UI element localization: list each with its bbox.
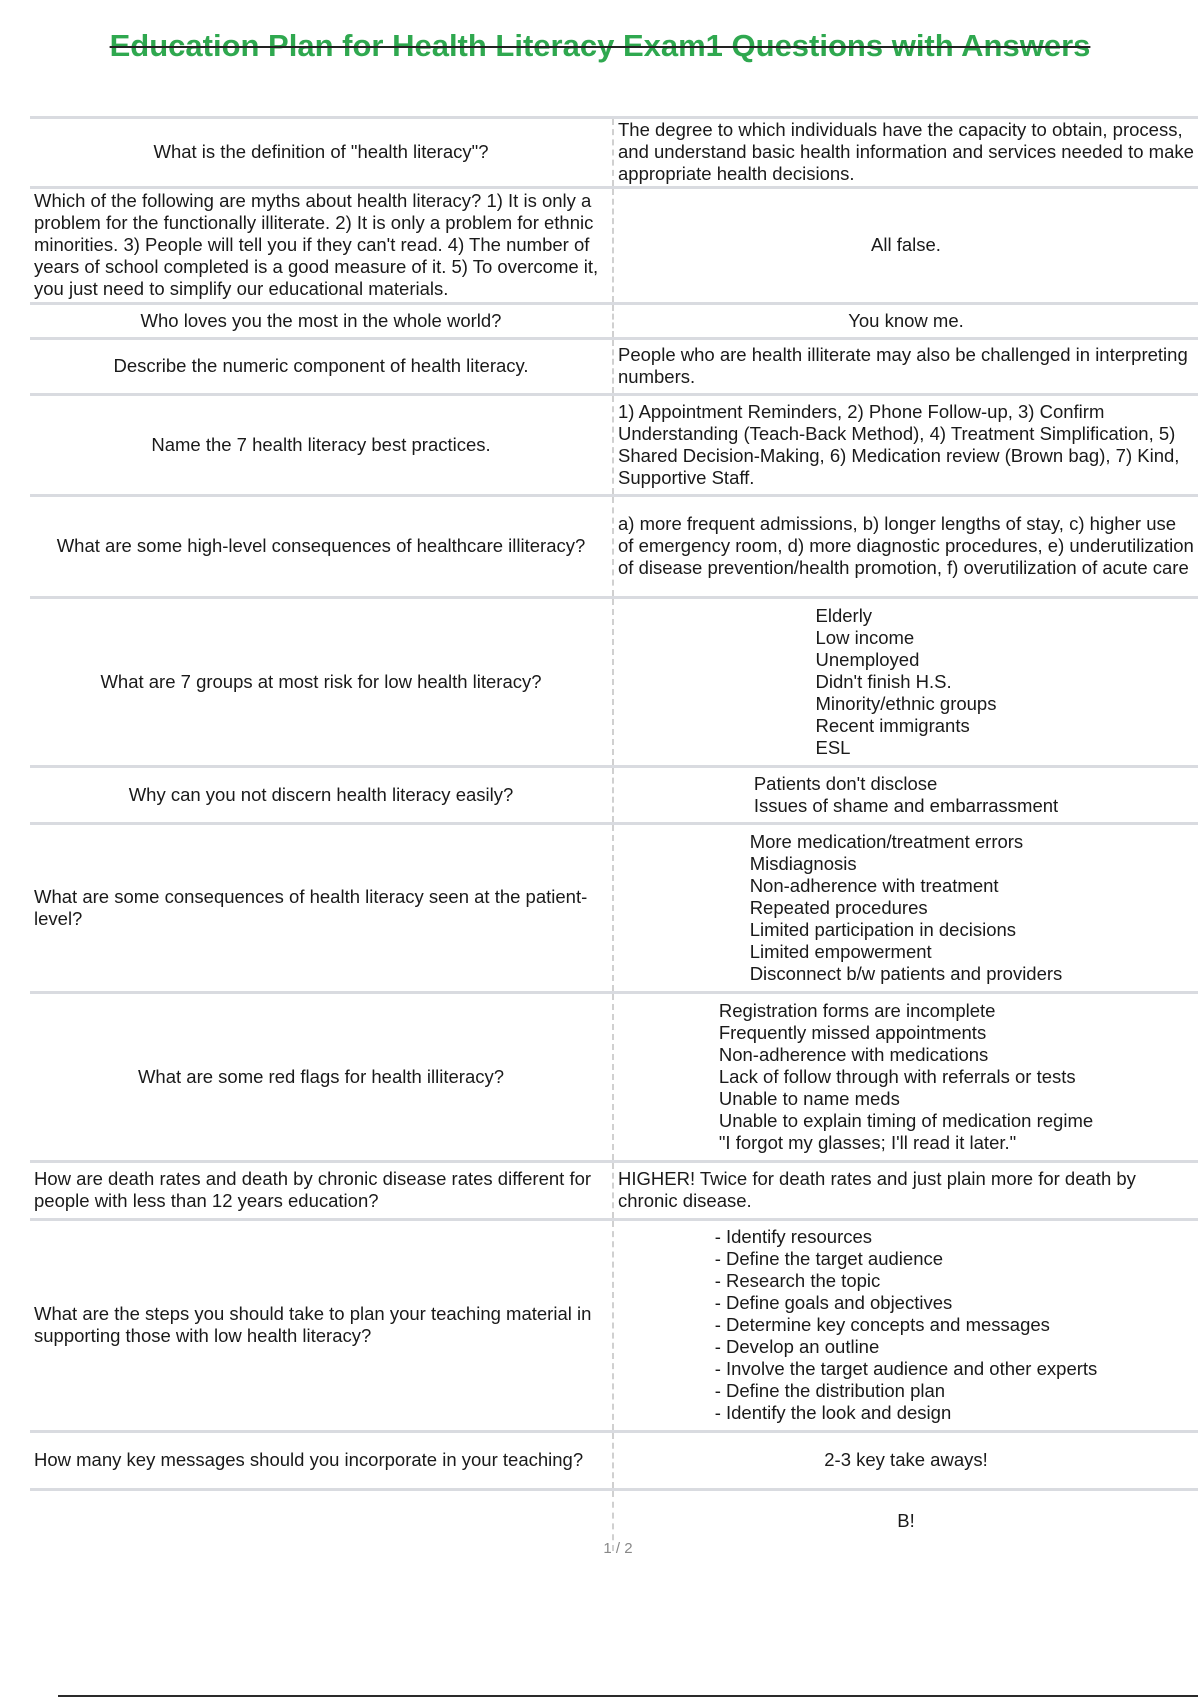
flashcard-table bbox=[30, 116, 1198, 1551]
card-row bbox=[30, 991, 1198, 1160]
card-question: What are some high-level consequences of healthcare illiteracy? bbox=[30, 497, 614, 596]
footer-divider bbox=[58, 1695, 1198, 1697]
answer-line: - Develop an outline bbox=[714, 1336, 880, 1357]
card-row bbox=[30, 765, 1198, 822]
answer-line: Unemployed bbox=[815, 648, 920, 670]
answer-line: "I forgot my glasses; I'll read it later." bbox=[718, 1131, 1017, 1153]
answer-list bbox=[754, 773, 1058, 817]
answer-line: Misdiagnosis bbox=[749, 852, 857, 874]
answer-line: Limited empowerment bbox=[749, 940, 932, 962]
answer-line: Lack of follow through with referrals or tests bbox=[718, 1065, 1076, 1087]
answer-line: Unable to name meds bbox=[718, 1087, 900, 1109]
card-question: Why can you not discern health literacy easily? bbox=[30, 768, 614, 822]
answer-line: - Identify the look and design bbox=[714, 1402, 952, 1423]
answer-line: - Involve the target audience and other experts bbox=[714, 1358, 1098, 1379]
card-question: What is the definition of "health literacy"? bbox=[30, 119, 614, 186]
document-title-wrap bbox=[0, 28, 1200, 64]
answer-line: Disconnect b/w patients and providers bbox=[749, 962, 1063, 984]
card-question: Name the 7 health literacy best practices. bbox=[30, 396, 614, 494]
page-indicator: 1 / 2 bbox=[603, 1540, 633, 1557]
answer-list bbox=[715, 1226, 1098, 1424]
card-row bbox=[30, 186, 1198, 302]
card-answer bbox=[614, 994, 1198, 1160]
card-question: How many key messages should you incorporate in your teaching? bbox=[30, 1433, 614, 1488]
card-answer: All false. bbox=[871, 234, 941, 255]
answer-line: Patients don't disclose bbox=[753, 772, 938, 794]
answer-line: - Define the target audience bbox=[714, 1248, 944, 1269]
card-answer bbox=[614, 599, 1198, 765]
card-answer bbox=[614, 825, 1198, 991]
answer-line: More medication/treatment errors bbox=[749, 830, 1024, 852]
card-question: How are death rates and death by chronic disease rates different for people with less than 12 years education? bbox=[30, 1163, 614, 1218]
card-row bbox=[30, 302, 1198, 337]
answer-line: Non-adherence with treatment bbox=[749, 874, 999, 896]
card-question: Who loves you the most in the whole world? bbox=[30, 305, 614, 337]
answer-list bbox=[750, 831, 1063, 985]
answer-line: - Identify resources bbox=[714, 1226, 873, 1247]
answer-line: - Define goals and objectives bbox=[714, 1292, 953, 1313]
card-row bbox=[30, 116, 1198, 186]
card-row bbox=[30, 1430, 1198, 1488]
answer-line: Registration forms are incomplete bbox=[718, 999, 996, 1021]
answer-line: - Research the topic bbox=[714, 1270, 881, 1291]
card-answer: HIGHER! Twice for death rates and just plain more for death by chronic disease. bbox=[618, 1168, 1136, 1211]
card-answer: B! bbox=[897, 1509, 915, 1531]
card-answer: You know me. bbox=[848, 309, 964, 331]
answer-line: Low income bbox=[815, 626, 915, 648]
card-question: What are 7 groups at most risk for low health literacy? bbox=[30, 599, 614, 765]
answer-line: Elderly bbox=[815, 604, 873, 626]
card-row bbox=[30, 337, 1198, 393]
answer-line: Repeated procedures bbox=[749, 896, 928, 918]
card-question: What are some consequences of health literacy seen at the patient-level? bbox=[30, 825, 614, 991]
card-answer: a) more frequent admissions, b) longer lengths of stay, c) higher use of emergency room, d) more diagnostic procedures, e) underutilization of disease prevention/health promotion, f) overutilization of acute care bbox=[618, 513, 1194, 578]
card-answer bbox=[614, 768, 1198, 822]
card-answer bbox=[614, 1221, 1198, 1430]
card-answer: 1) Appointment Reminders, 2) Phone Follow-up, 3) Confirm Understanding (Teach-Back Method), 4) Treatment Simplification, 5) Shared Decision-Making, 6) Medication review (Brown bag), 7) Kind, Supportive Staff. bbox=[618, 400, 1180, 488]
answer-list bbox=[816, 605, 997, 759]
card-question: Which of the following are myths about health literacy? 1) It is only a problem for the functionally illiterate. 2) It is only a problem for ethnic minorities. 3) People will tell you if they can't read. 4) The number of years of school completed is a good measure of it. 5) To overcome it, you just need to simplify our educational materials. bbox=[30, 189, 614, 302]
card-answer: 2-3 key take aways! bbox=[824, 1449, 988, 1470]
card-row bbox=[30, 393, 1198, 494]
answer-list bbox=[719, 1000, 1093, 1154]
answer-line: Recent immigrants bbox=[815, 714, 970, 736]
answer-line: Issues of shame and embarrassment bbox=[753, 794, 1059, 816]
answer-line: - Determine key concepts and messages bbox=[714, 1314, 1050, 1335]
card-row bbox=[30, 1218, 1198, 1430]
answer-line: Limited participation in decisions bbox=[749, 918, 1017, 940]
card-answer: People who are health illiterate may also be challenged in interpreting numbers. bbox=[618, 344, 1188, 387]
card-row bbox=[30, 1160, 1198, 1218]
card-row bbox=[30, 494, 1198, 596]
card-question: Describe the numeric component of health literacy. bbox=[30, 340, 614, 393]
card-question: What are some red flags for health illiteracy? bbox=[30, 994, 614, 1160]
answer-line: Minority/ethnic groups bbox=[815, 692, 997, 714]
answer-line: ESL bbox=[815, 736, 851, 758]
answer-line: Unable to explain timing of medication regime bbox=[718, 1109, 1094, 1131]
card-row bbox=[30, 596, 1198, 765]
answer-line: - Define the distribution plan bbox=[714, 1380, 946, 1401]
card-row bbox=[30, 822, 1198, 991]
card-question: What are the steps you should take to plan your teaching material in supporting those with low health literacy? bbox=[30, 1221, 614, 1430]
answer-line: Didn't finish H.S. bbox=[815, 670, 952, 692]
card-answer: The degree to which individuals have the capacity to obtain, process, and understand basic health information and services needed to make appropriate health decisions. bbox=[618, 119, 1194, 184]
answer-line: Frequently missed appointments bbox=[718, 1021, 987, 1043]
answer-line: Non-adherence with medications bbox=[718, 1043, 989, 1065]
document-title: Education Plan for Health Literacy Exam1 Questions with Answers bbox=[109, 28, 1091, 63]
